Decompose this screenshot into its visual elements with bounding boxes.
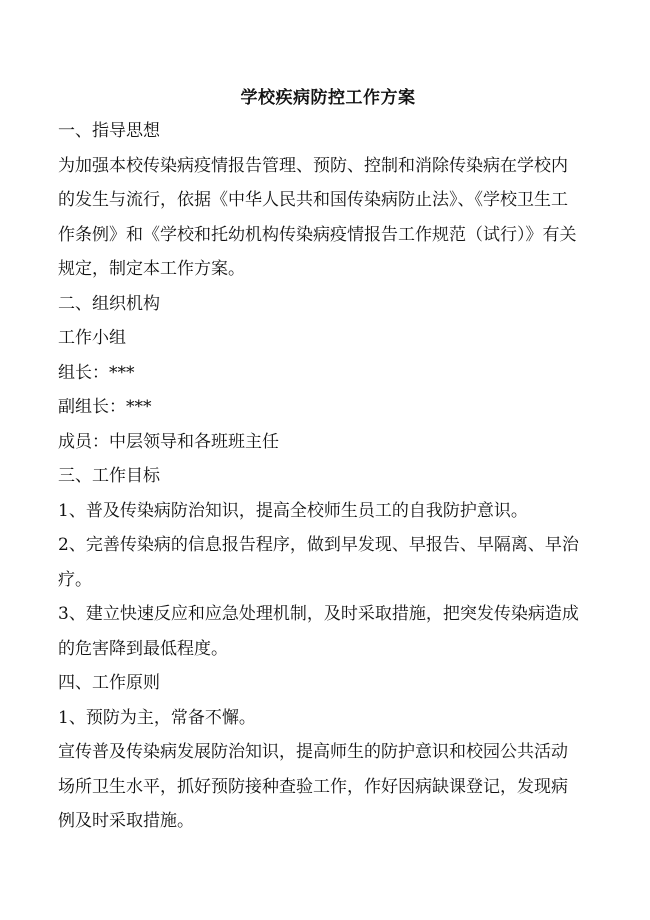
list-item-continuation: 疗。 bbox=[58, 569, 92, 590]
paragraph-line: 的发生与流行，依据《中华人民共和国传染病防止法》、《学校卫生工 bbox=[58, 190, 568, 210]
list-item-continuation: 的危害降到最低程度。 bbox=[58, 638, 228, 659]
section-heading-organization: 二、组织机构 bbox=[58, 293, 160, 314]
group-leader-line: 组长：*** bbox=[58, 362, 135, 383]
document-page bbox=[58, 84, 598, 839]
section-heading-principles: 四、工作原则 bbox=[58, 673, 160, 693]
list-item: 1、预防为主，常备不懈。 bbox=[58, 707, 256, 728]
section-heading-guiding-ideology: 一、指导思想 bbox=[58, 121, 160, 141]
paragraph-line: 为加强本校传染病疫情报告管理、预防、控制和消除传染病在学校内 bbox=[58, 155, 568, 176]
paragraph-line: 例及时采取措施。 bbox=[58, 811, 194, 831]
paragraph-line: 作条例》和《学校和托幼机构传染病疫情报告工作规范（试行）》有关 bbox=[58, 224, 577, 245]
document-title: 学校疾病防控工作方案 bbox=[240, 88, 416, 108]
list-item: 1、普及传染病防治知识，提高全校师生员工的自我防护意识。 bbox=[58, 500, 528, 521]
paragraph-line: 宣传普及传染病发展防治知识，提高师生的防护意识和校园公共活动 bbox=[58, 742, 568, 762]
list-item: 3、建立快速反应和应急处理机制，及时采取措施，把突发传染病造成 bbox=[58, 604, 579, 624]
paragraph-line: 规定，制定本工作方案。 bbox=[58, 259, 245, 279]
members-line: 成员：中层领导和各班班主任 bbox=[58, 431, 279, 452]
deputy-leader-line: 副组长：*** bbox=[58, 397, 152, 417]
work-group-label: 工作小组 bbox=[58, 328, 126, 348]
section-heading-goals: 三、工作目标 bbox=[58, 466, 160, 486]
paragraph-line: 场所卫生水平，抓好预防接种查验工作，作好因病缺课登记，发现病 bbox=[58, 776, 568, 797]
list-item: 2、完善传染病的信息报告程序，做到早发现、早报告、早隔离、早治 bbox=[58, 535, 579, 555]
